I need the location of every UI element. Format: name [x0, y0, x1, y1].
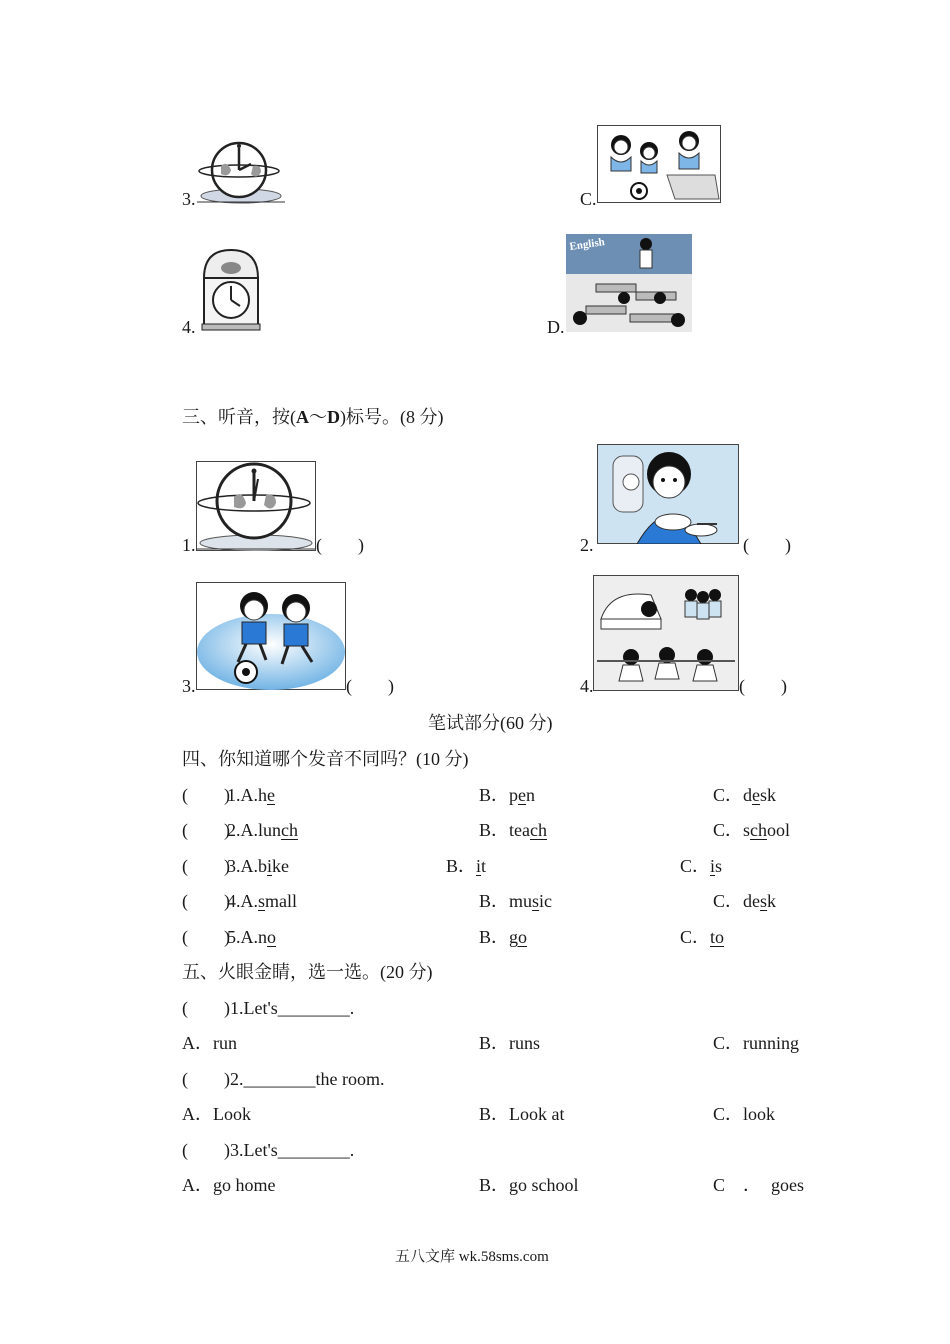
- section5-title: 五、火眼金睛，选一选。(20 分): [182, 962, 433, 982]
- s4-q3-answer[interactable]: ( ): [182, 856, 230, 876]
- section4-title: 四、你知道哪个发音不同吗？(10 分): [182, 749, 469, 769]
- s3-item-1-number: 1.: [182, 535, 196, 555]
- music-class-dancing-picture: [593, 575, 739, 691]
- s4-q5-answer[interactable]: ( ): [182, 927, 230, 947]
- s3-item-4-answer[interactable]: ( ): [739, 676, 787, 696]
- s3-item-1-answer[interactable]: ( ): [316, 535, 364, 555]
- s4-q1-option-c: C．desk: [713, 785, 777, 805]
- s4-q1-option-a: 1.A.he: [227, 785, 275, 805]
- s5-q3-option-b[interactable]: B．go school: [479, 1175, 579, 1195]
- s4-q1-option-b: B．pen: [479, 785, 536, 805]
- s5-q1-option-c[interactable]: C．running: [713, 1033, 800, 1053]
- clock-twelve-picture: [196, 461, 316, 551]
- page-footer: 五八文库 wk.58sms.com: [395, 1249, 549, 1265]
- s4-q4-option-c: C．desk: [713, 891, 777, 911]
- s4-q3-option-b: B．it: [446, 856, 487, 876]
- s3-item-2-number: 2.: [580, 535, 594, 555]
- written-part-heading: 笔试部分(60 分): [428, 713, 553, 733]
- s5-q1-stem: ( )1.Let's________.: [182, 998, 355, 1018]
- s4-q5-option-a: 5.A.no: [227, 927, 276, 947]
- boy-eating-lunch-picture: [597, 444, 739, 544]
- s5-q3-option-a[interactable]: A．go home: [182, 1175, 276, 1195]
- kids-playing-football-picture: [597, 125, 721, 203]
- s5-q1-option-b[interactable]: B．runs: [479, 1033, 541, 1053]
- section3-title: 三、听音，按(A～D)标号。(8 分): [182, 407, 444, 427]
- cuckoo-clock-picture: [200, 248, 262, 332]
- alarm-clock-picture: [197, 138, 287, 204]
- s3-item-4-number: 4.: [580, 676, 594, 696]
- s5-q2-option-c[interactable]: C．look: [713, 1104, 776, 1124]
- s5-q2-option-a[interactable]: A．Look: [182, 1104, 251, 1124]
- s4-q3-option-c: C．is: [680, 856, 723, 876]
- s3-item-2-answer[interactable]: ( ): [743, 535, 791, 555]
- s3-item-3-answer[interactable]: ( ): [346, 676, 394, 696]
- s4-q5-option-c: C．to: [680, 927, 725, 947]
- s5-q3-stem: ( )3.Let's________.: [182, 1140, 355, 1160]
- top-item-C-letter: C.: [580, 189, 597, 209]
- svg-text:English: English: [568, 236, 606, 253]
- top-item-3-number: 3.: [182, 189, 196, 209]
- s5-q3-option-c[interactable]: goes: [771, 1175, 804, 1195]
- top-item-4-number: 4.: [182, 317, 196, 337]
- s5-q3-option-c-label: C ．: [713, 1175, 762, 1195]
- s3-item-3-number: 3.: [182, 676, 196, 696]
- s4-q1-answer[interactable]: ( ): [182, 785, 230, 805]
- s5-q2-option-b[interactable]: B．Look at: [479, 1104, 565, 1124]
- s4-q2-option-a: 2.A.lunch: [227, 820, 299, 840]
- top-item-D-letter: D.: [547, 317, 565, 337]
- s5-q1-option-a[interactable]: A．run: [182, 1033, 237, 1053]
- s4-q4-answer[interactable]: ( ): [182, 891, 230, 911]
- s4-q4-option-b: B．music: [479, 891, 553, 911]
- english-classroom-picture: [566, 234, 692, 332]
- s4-q2-option-c: C．school: [713, 820, 791, 840]
- s5-q2-stem: ( )2.________the room.: [182, 1069, 385, 1089]
- s4-q2-answer[interactable]: ( ): [182, 820, 230, 840]
- boys-playing-football-picture: [196, 582, 346, 690]
- s4-q2-option-b: B．teach: [479, 820, 547, 840]
- s4-q3-option-a: 3.A.bike: [227, 856, 290, 876]
- s4-q4-option-a: 4.A.small: [227, 891, 298, 911]
- s4-q5-option-b: B．go: [479, 927, 528, 947]
